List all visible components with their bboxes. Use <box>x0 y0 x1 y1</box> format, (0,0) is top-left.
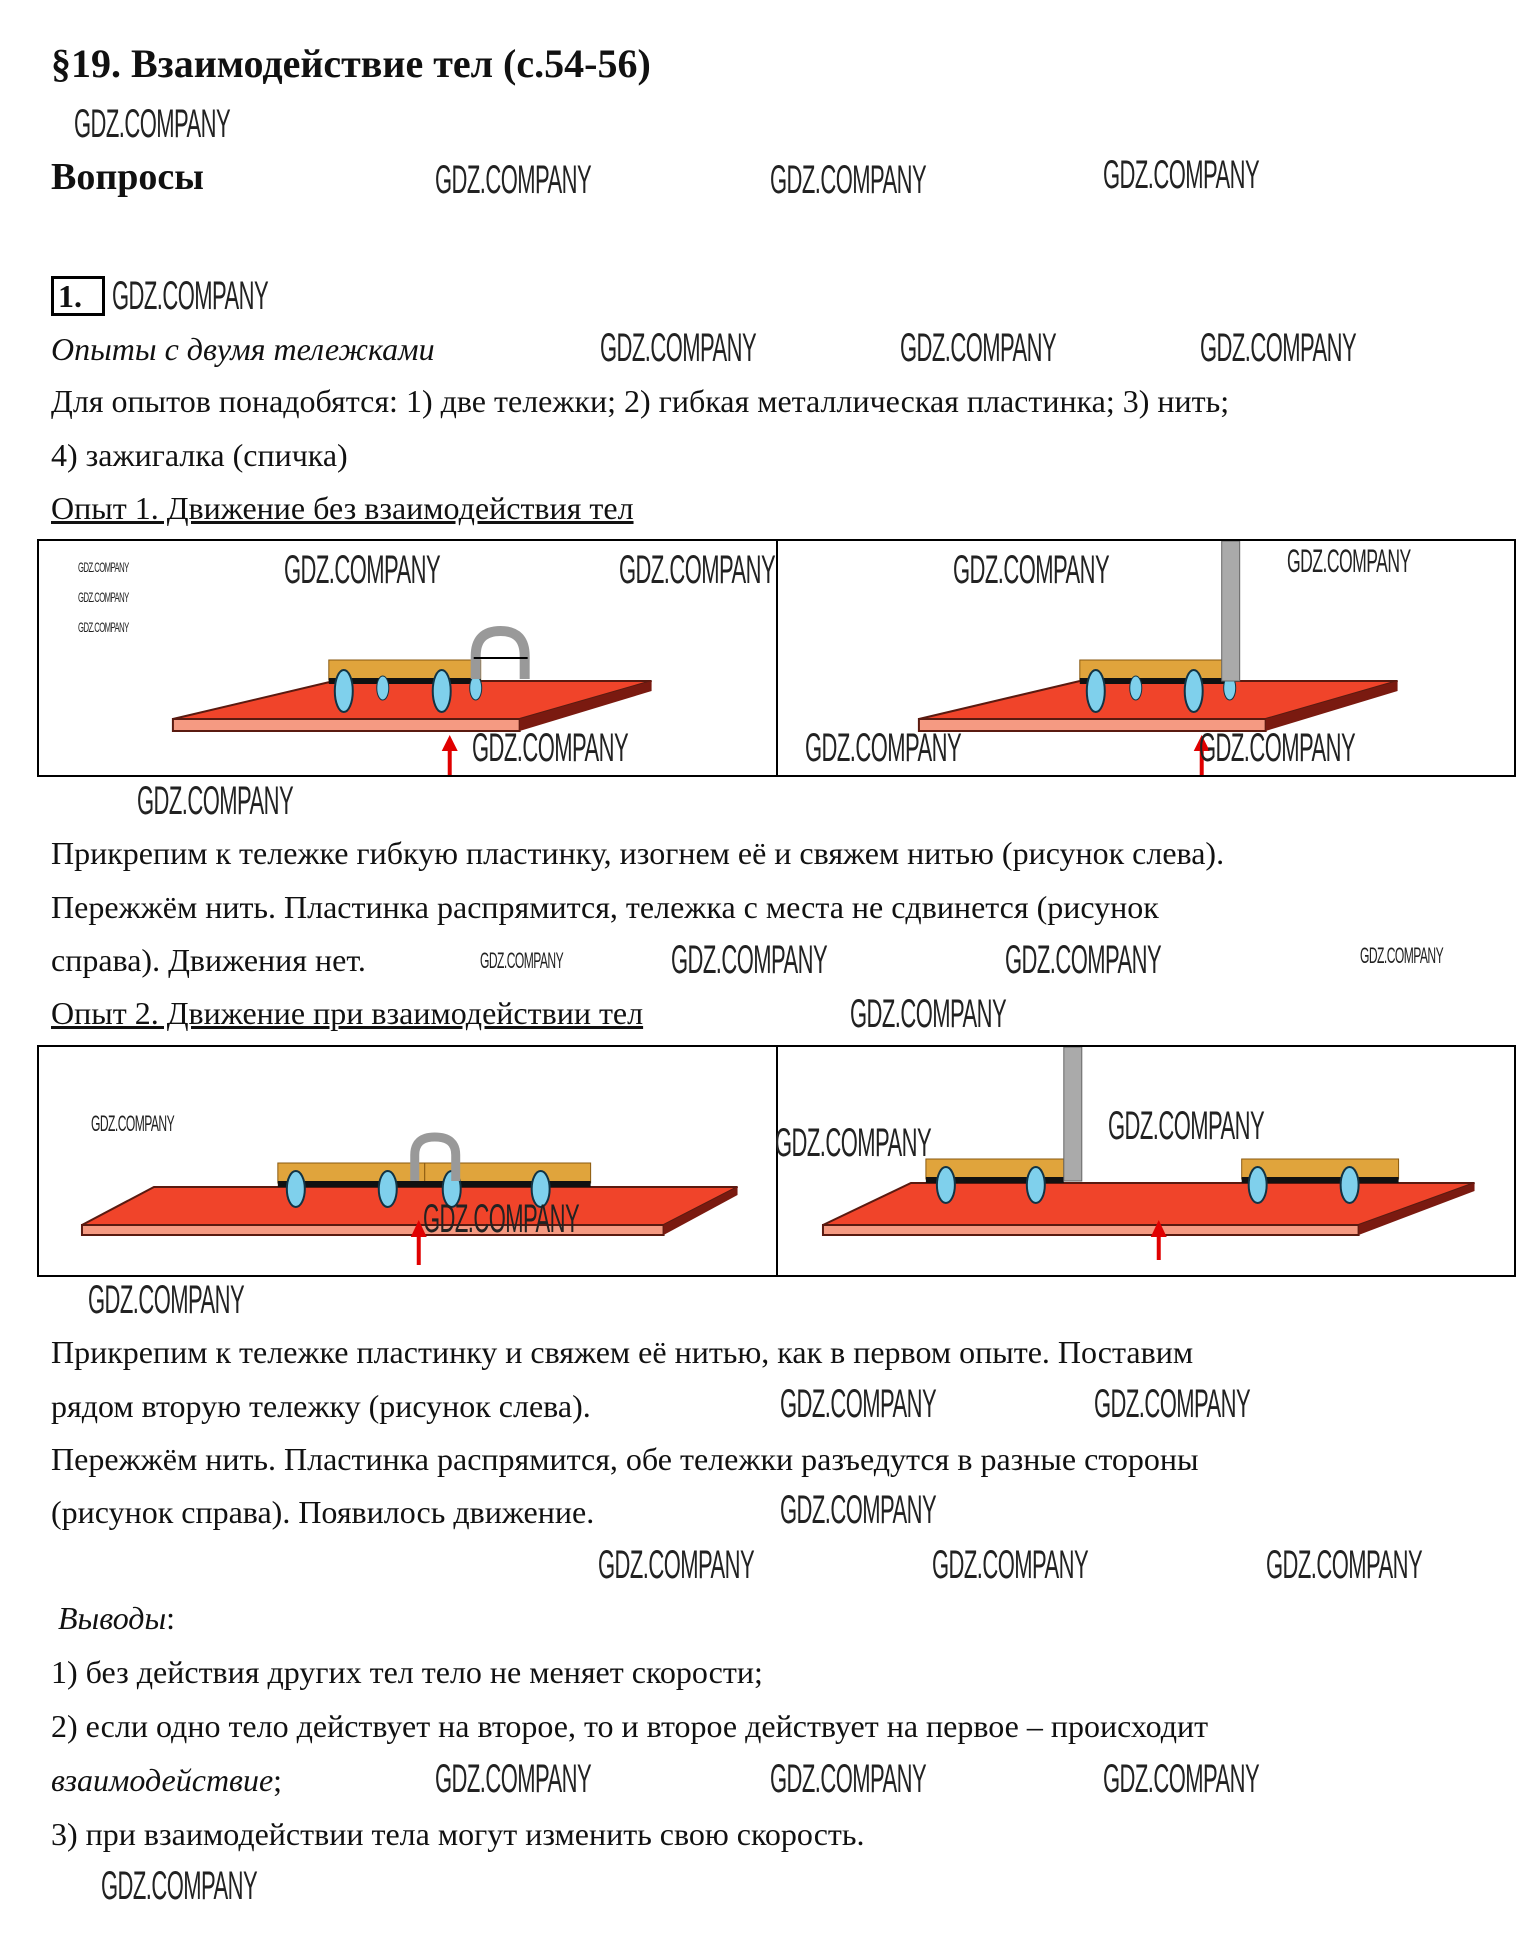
section-heading: Вопросы <box>51 156 204 198</box>
watermark: GDZ.COMPANY <box>598 1543 755 1587</box>
conclusions-label-text: Выводы <box>58 1600 167 1636</box>
experiment1-text: Пережжём нить. Пластинка распрямится, тележка с места не сдвинется (рисунок <box>51 889 1159 925</box>
conclusion-item: 2) если одно тело действует на второе, то и второе действует на первое – происходит <box>51 1708 1209 1744</box>
watermark: GDZ.COMPANY <box>805 726 962 770</box>
board-top <box>918 681 1397 719</box>
watermark: GDZ.COMPANY <box>480 948 564 973</box>
conclusion-item-cont <box>51 1754 282 1806</box>
experiment2-before <box>39 1047 776 1275</box>
watermark: GDZ.COMPANY <box>91 1111 175 1136</box>
experiment1-text: справа). Движения нет. <box>51 942 366 978</box>
watermark: GDZ.COMPANY <box>1005 938 1162 982</box>
watermark: GDZ.COMPANY <box>953 548 1110 592</box>
wheel <box>936 1167 954 1203</box>
watermark: GDZ.COMPANY <box>88 1278 245 1322</box>
wheel <box>1340 1167 1358 1203</box>
straight-plate <box>1221 541 1239 681</box>
conclusion-term: взаимодействие <box>51 1762 274 1798</box>
watermark: GDZ.COMPANY <box>74 102 231 146</box>
watermark: GDZ.COMPANY <box>600 326 757 370</box>
experiment2-text: рядом вторую тележку (рисунок слева). <box>51 1388 591 1424</box>
watermark: GDZ.COMPANY <box>850 992 1007 1036</box>
wheel <box>335 670 353 712</box>
watermark: GDZ.COMPANY <box>78 619 129 635</box>
experiment2-text: Пережжём нить. Пластинка распрямится, обе тележки разъедутся в разные стороны <box>51 1441 1199 1477</box>
watermark: GDZ.COMPANY <box>472 726 629 770</box>
experiment2-title: Опыт 2. Движение при взаимодействии тел <box>51 995 644 1031</box>
watermark: GDZ.COMPANY <box>435 1757 592 1801</box>
watermark: GDZ.COMPANY <box>78 559 129 575</box>
watermark: GDZ.COMPANY <box>101 1864 258 1908</box>
experiment1-text: Прикрепим к тележке гибкую пластинку, изогнем её и свяжем нитью (рисунок слева). <box>51 835 1225 871</box>
watermark: GDZ.COMPANY <box>775 1121 932 1165</box>
watermark: GDZ.COMPANY <box>1103 153 1260 197</box>
board-front <box>173 719 520 731</box>
bent-plate <box>476 631 525 679</box>
experiment2-text: (рисунок справа). Появилось движение. <box>51 1494 595 1530</box>
watermark: GDZ.COMPANY <box>900 326 1057 370</box>
wheel <box>470 676 482 700</box>
wheel <box>1026 1167 1044 1203</box>
watermark: GDZ.COMPANY <box>137 779 294 823</box>
watermark: GDZ.COMPANY <box>932 1543 1089 1587</box>
watermark: GDZ.COMPANY <box>1360 943 1444 968</box>
wheel <box>377 676 389 700</box>
watermark: GDZ.COMPANY <box>435 158 592 202</box>
conclusion-end: ; <box>273 1762 283 1798</box>
watermark: GDZ.COMPANY <box>780 1488 937 1532</box>
wheel <box>1086 670 1104 712</box>
watermark: GDZ.COMPANY <box>423 1197 580 1241</box>
watermark: GDZ.COMPANY <box>780 1382 937 1426</box>
watermark: GDZ.COMPANY <box>78 589 129 605</box>
wheel <box>1248 1167 1266 1203</box>
watermark: GDZ.COMPANY <box>770 158 927 202</box>
watermark: GDZ.COMPANY <box>112 274 269 318</box>
watermark: GDZ.COMPANY <box>1266 1543 1423 1587</box>
wheel <box>1129 676 1141 700</box>
watermark: GDZ.COMPANY <box>1094 1382 1251 1426</box>
wheel <box>287 1171 305 1207</box>
watermark: GDZ.COMPANY <box>1287 543 1411 579</box>
watermark: GDZ.COMPANY <box>770 1757 927 1801</box>
wheel <box>433 670 451 712</box>
materials-line: 4) зажигалка (спичка) <box>51 437 348 473</box>
conclusion-item: 1) без действия других тел тело не меняет скорости; <box>51 1654 763 1690</box>
subtitle: Опыты с двумя тележками <box>51 331 435 367</box>
watermark: GDZ.COMPANY <box>284 548 441 592</box>
cart-body <box>329 660 481 680</box>
page-title: §19. Взаимодействие тел (с.54-56) <box>51 41 651 86</box>
experiment1-title: Опыт 1. Движение без взаимодействия тел <box>51 490 634 526</box>
watermark: GDZ.COMPANY <box>1200 326 1357 370</box>
materials-line: Для опытов понадобятся: 1) две тележки; 2) гибкая металлическая пластинка; 3) нить; <box>51 383 1230 419</box>
experiment2-text: Прикрепим к тележке пластинку и свяжем её нитью, как в первом опыте. Поставим <box>51 1334 1194 1370</box>
conclusion-item: 3) при взаимодействии тела могут изменить свою скорость. <box>51 1816 865 1852</box>
conclusions-label <box>58 1592 175 1644</box>
board-front <box>822 1225 1358 1235</box>
straight-plate <box>1063 1047 1081 1181</box>
question-number: 1. <box>51 276 105 316</box>
watermark: GDZ.COMPANY <box>619 548 776 592</box>
board-top <box>82 1187 738 1225</box>
wheel <box>1184 670 1202 712</box>
arrow <box>442 735 458 751</box>
wheel <box>379 1171 397 1207</box>
watermark: GDZ.COMPANY <box>1103 1757 1260 1801</box>
watermark: GDZ.COMPANY <box>1199 726 1356 770</box>
board-top <box>173 681 652 719</box>
watermark: GDZ.COMPANY <box>1108 1104 1265 1148</box>
conclusions-colon: : <box>166 1600 176 1636</box>
watermark: GDZ.COMPANY <box>671 938 828 982</box>
